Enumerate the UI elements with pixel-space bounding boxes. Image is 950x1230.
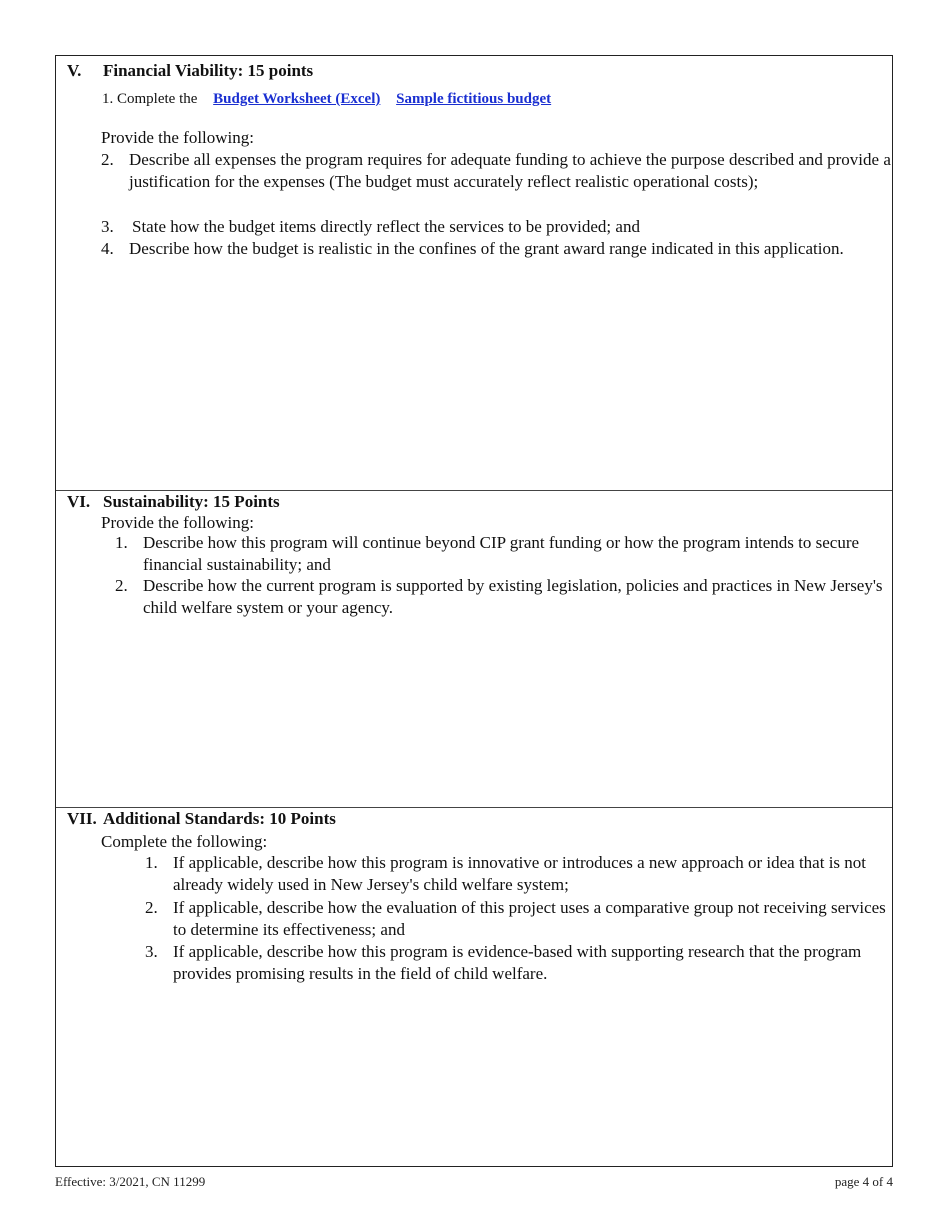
list-item	[145, 897, 893, 941]
list-item	[101, 216, 891, 238]
item-text: If applicable, describe how this program is innovative or introduces a new approach or idea that is not already widely used in New Jersey's child welfare system;	[173, 853, 867, 894]
item-text: Describe how the budget is realistic in the confines of the grant award range indicated in this application.	[129, 239, 844, 258]
form-frame	[55, 55, 893, 1167]
section-sustainability	[56, 490, 892, 807]
item-number: 3.	[145, 942, 158, 961]
list-item	[101, 238, 871, 260]
footer-effective-date: Effective: 3/2021, CN 11299	[55, 1174, 206, 1189]
section-title: Additional Standards: 10 Points	[103, 809, 336, 828]
list-item	[101, 149, 891, 193]
item-text: State how the budget items directly reflect the services to be provided; and	[132, 217, 640, 236]
list-item	[145, 941, 893, 985]
complete-line	[102, 88, 551, 110]
section-intro: Provide the following:	[101, 128, 254, 147]
section-number: VII.	[67, 809, 97, 828]
footer-page-number: page 4 of 4	[834, 1174, 893, 1189]
section-number: VI.	[67, 492, 91, 511]
item-text: If applicable, describe how this program is evidence-based with supporting research that the program provides promising results in the field of child welfare.	[173, 942, 862, 983]
complete-prefix: 1. Complete the	[102, 91, 198, 107]
section-heading	[67, 809, 336, 829]
item-text: Describe how this program will continue beyond CIP grant funding or how the program intends to secure financial sustainability; and	[143, 533, 860, 574]
item-number: 2.	[101, 150, 114, 169]
section-heading	[67, 492, 280, 512]
list-item	[145, 852, 893, 896]
section-number: V.	[67, 61, 82, 80]
section-additional-standards	[56, 807, 892, 1166]
list-item	[115, 532, 895, 576]
item-number: 4.	[101, 239, 114, 258]
section-heading	[67, 61, 313, 81]
section-intro: Complete the following:	[101, 832, 268, 851]
item-text: Describe how the current program is supported by existing legislation, policies and practices in New Jersey's child welfare system or your agency.	[143, 576, 883, 617]
item-text: If applicable, describe how the evaluation of this project uses a comparative group not receiving services to determine its effectiveness; and	[173, 898, 886, 939]
section-intro: Provide the following:	[101, 513, 254, 532]
item-number: 1.	[115, 533, 128, 552]
sample-budget-link[interactable]: Sample fictitious budget	[396, 91, 552, 107]
item-number: 2.	[115, 576, 128, 595]
item-number: 1.	[145, 853, 158, 872]
list-item	[115, 575, 895, 619]
section-title: Sustainability: 15 Points	[103, 492, 280, 511]
item-text: Describe all expenses the program requires for adequate funding to achieve the purpose described and provide a justification for the expenses (The budget must accurately reflect realistic operational costs);	[129, 150, 891, 191]
section-financial-viability	[56, 56, 892, 490]
section-title: Financial Viability: 15 points	[103, 61, 314, 80]
budget-worksheet-link[interactable]: Budget Worksheet (Excel)	[213, 91, 381, 107]
item-number: 3.	[101, 217, 114, 236]
item-number: 2.	[145, 898, 158, 917]
